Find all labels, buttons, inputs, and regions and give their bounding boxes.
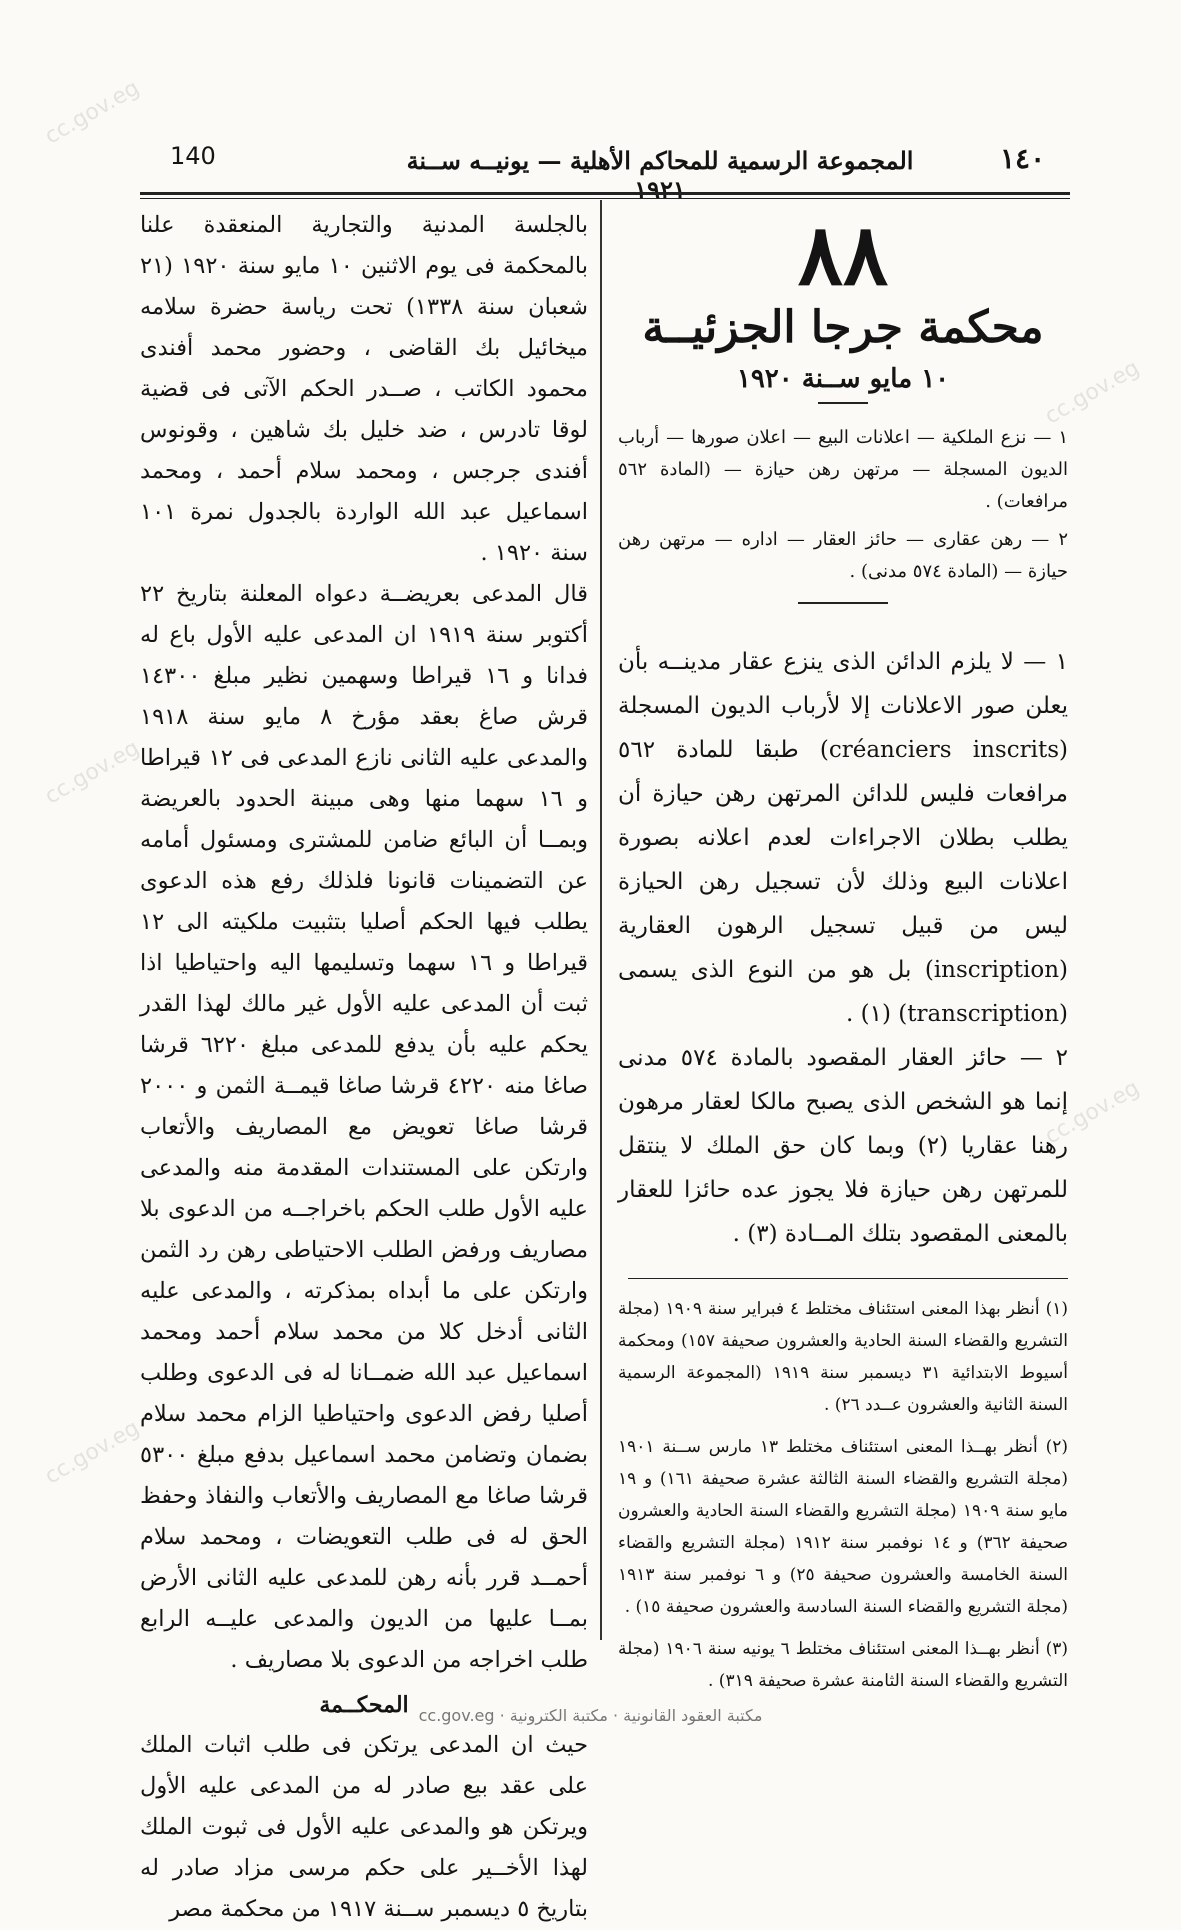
divider [818,402,868,404]
judgment-heading: المحكــمة [319,1692,409,1718]
footnote: (٢) أنظر بهــذا المعنى استئناف مختلط ١٣ مارس ســنة ١٩٠١ (مجلة التشريع والقضاء السنة الثالثة عشرة صحيفة ١٦١) و ١٩ مايو سنة ١٩٠٩ (مجلة التشريع والقضاء السنة الحادية والعشرون صحيفة ٣٦٢) و ١٤ نوفمبر سنة ١٩١٢ (مجلة التشريع والقضاء السنة الخامسة والعشرون صحيفة ٢٥) و ٦ نوفمبر سنة ١٩١٣ (مجلة التشريع والقضاء السنة السادسة والعشرون صحيفة ١٥) . [618,1437,1069,1617]
header-rule-thin [140,198,1070,199]
footnote: (١) أنظر بهذا المعنى استئناف مختلط ٤ فبراير سنة ١٩٠٩ (مجلة التشريع والقضاء السنة الحادية والعشرون صحيفة ١٥٧) ومحكمة أسيوط الابتدائية ٣١ ديسمبر سنة ١٩١٩ (المجموعة الرسمية السنة الثانية والعشرون عــدد ٢٦) . [618,1299,1069,1415]
body-paragraph: بالجلسة المدنية والتجارية المنعقدة علنا بالمحكمة فى يوم الاثنين ١٠ مايو سنة ١٩٢٠ (٢١ شعبان سنة ١٣٣٨) تحت رياسة حضرة سلامه ميخائيل بك القاضى ، وحضور محمد أفندى محمود الكاتب ، صــدر الحكم الآتى فى قضية لوقا تادرس ، ضد خليل بك شاهين ، وقونوس أفندى جرجس ، ومحمد سلام أحمد ، ومحمد اسماعيل عبد الله الواردة بالجدول نمرة ١٠١ سنة ١٩٢٠ . [140,212,588,566]
page-number-arabic: ١٤٠ [1000,142,1046,175]
case-number: ٨٨ [797,205,889,304]
watermark: cc.gov.eg [40,75,144,150]
summary-item: ٢ — رهن عقارى — حائز العقار — اداره — مرتهن رهن حيازة — (المادة ٥٧٤ مدنى) . [618,529,1068,582]
ruling-paragraph: ٢ — حائز العقار المقصود بالمادة ٥٧٤ مدنى إنما هو الشخص الذى يصبح مالكا لعقار مرهون رهنا عقاريا (٢) وبما كان حق الملك لا ينتقل للمرتهن رهن حيازة فلا يجوز عده حائزا للعقار بالمعنى المقصود بتلك المــادة (٣) . [618,1045,1069,1247]
watermark: cc.gov.eg [40,735,144,810]
watermark: cc.gov.eg [1040,1075,1144,1150]
watermark: cc.gov.eg [40,1415,144,1490]
right-column [618,205,1069,1707]
footnotes [618,1293,1068,1697]
footnote-rule [628,1278,1068,1279]
page-footer: cc.gov.eg · مكتبة العقود القانونية · مكتبة الكترونية [418,1706,763,1725]
court-name: محكمة جرجا الجزئيــة [642,302,1044,353]
header-rule [140,192,1070,195]
case-body [140,205,588,1681]
footnote: (٣) أنظر بهــذا المعنى استئناف مختلط ٦ يونيه سنة ١٩٠٦ (مجلة التشريع والقضاء السنة الثامنة عشرة صحيفة ٣١٩) . [618,1639,1069,1691]
page-number: 140 [170,142,216,170]
watermark: cc.gov.eg [1040,355,1144,430]
judgment-body [140,1725,588,1930]
running-title: المجموعة الرسمية للمحاكم الأهلية — يونيــه ســنة ١٩٢١ [406,146,914,204]
body-paragraph: قال المدعى بعريضــة دعواه المعلنة بتاريخ ٢٢ أكتوبر سنة ١٩١٩ ان المدعى عليه الأول باع له فدانا و ١٦ قيراطا وسهمين نظير مبلغ ١٤٣٠٠ قرش صاغ بعقد مؤرخ ٨ مايو سنة ١٩١٨ والمدعى عليه الثانى نازع المدعى فى ١٢ قيراطا و ١٦ سهما منها وهى مبينة الحدود بالعريضة وبمــا أن البائع ضامن للمشترى ومسئول أمامه عن التضمينات قانونا فلذلك رفع هذه الدعوى يطلب فيها الحكم أصليا بتثبيت ملكيته الى ١٢ قيراطا و ١٦ سهما وتسليمها اليه واحتياطيا اذا ثبت أن المدعى عليه الأول غير مالك لهذا القدر يحكم عليه بأن يدفع للمدعى مبلغ ٦٢٢٠ قرشا صاغا منه ٤٢٢٠ قرشا صاغا قيمــة الثمن و ٢٠٠٠ قرشا صاغا تعويض مع المصاريف والأتعاب وارتكن على المستندات المقدمة منه والمدعى عليه الأول طلب الحكم باخراجــه من الدعوى بلا مصاريف ورفض الطلب الاحتياطى رهن رد الثمن وارتكن على ما أبداه بمذكرته ، والمدعى عليه الثانى أدخل كلا من محمد سلام أحمد ومحمد اسماعيل عبد الله ضمــانا له فى الدعوى وطلب أصليا رفض الدعوى واحتياطيا الزام محمد سلام بضمان وتضامن محمد اسماعيل بدفع مبلغ ٥٣٠٠ قرشا صاغا مع المصاريف والأتعاب والنفاذ وحفظ الحق له فى طلب التعويضات ، ومحمد سلام أحمــد قرر بأنه رهن للمدعى عليه الثانى الأرض بمــا عليها من الديون والمدعى عليــه الرابع طلب اخراجه من الدعوى بلا مصاريف . [140,581,589,1673]
divider [798,602,888,604]
column-separator [600,200,602,1640]
left-column [140,205,588,1930]
ruling-paragraph: ١ — لا يلزم الدائن الذى ينزع عقار مدينــه بأن يعلن صور الاعلانات إلا لأرباب الديون المسجلة (créanciers inscrits) طبقا للمادة ٥٦٢ مرافعات فليس للدائن المرتهن رهن حيازة أن يطلب بطلان الاجراءات لعدم اعلانه بصورة اعلانات البيع وذلك لأن تسجيل رهن الحيازة ليس من قبيل تسجيل الرهون العقارية (inscription) بل هو من النوع الذى يسمى (transcription) (١) . [618,649,1068,1027]
ruling [618,640,1068,1256]
case-date: ١٠ مايو ســنة ١٩٢٠ [736,364,950,394]
judgment-paragraph: حيث ان المدعى يرتكن فى طلب اثبات الملك على عقد بيع صادر له من المدعى عليه الأول ويرتكن هو والمدعى عليه الأول فى ثبوت الملك لهذا الأخــير على حكم مرسى مزاد صادر له بتاريخ ٥ ديسمبر ســنة ١٩١٧ من محكمة مصر [140,1732,588,1922]
case-summary [618,422,1068,588]
summary-item: ١ — نزع الملكية — اعلانات البيع — اعلان صورها — أرباب الديون المسجلة — مرتهن رهن حيازة — (المادة ٥٦٢ مرافعات) . [618,427,1068,512]
